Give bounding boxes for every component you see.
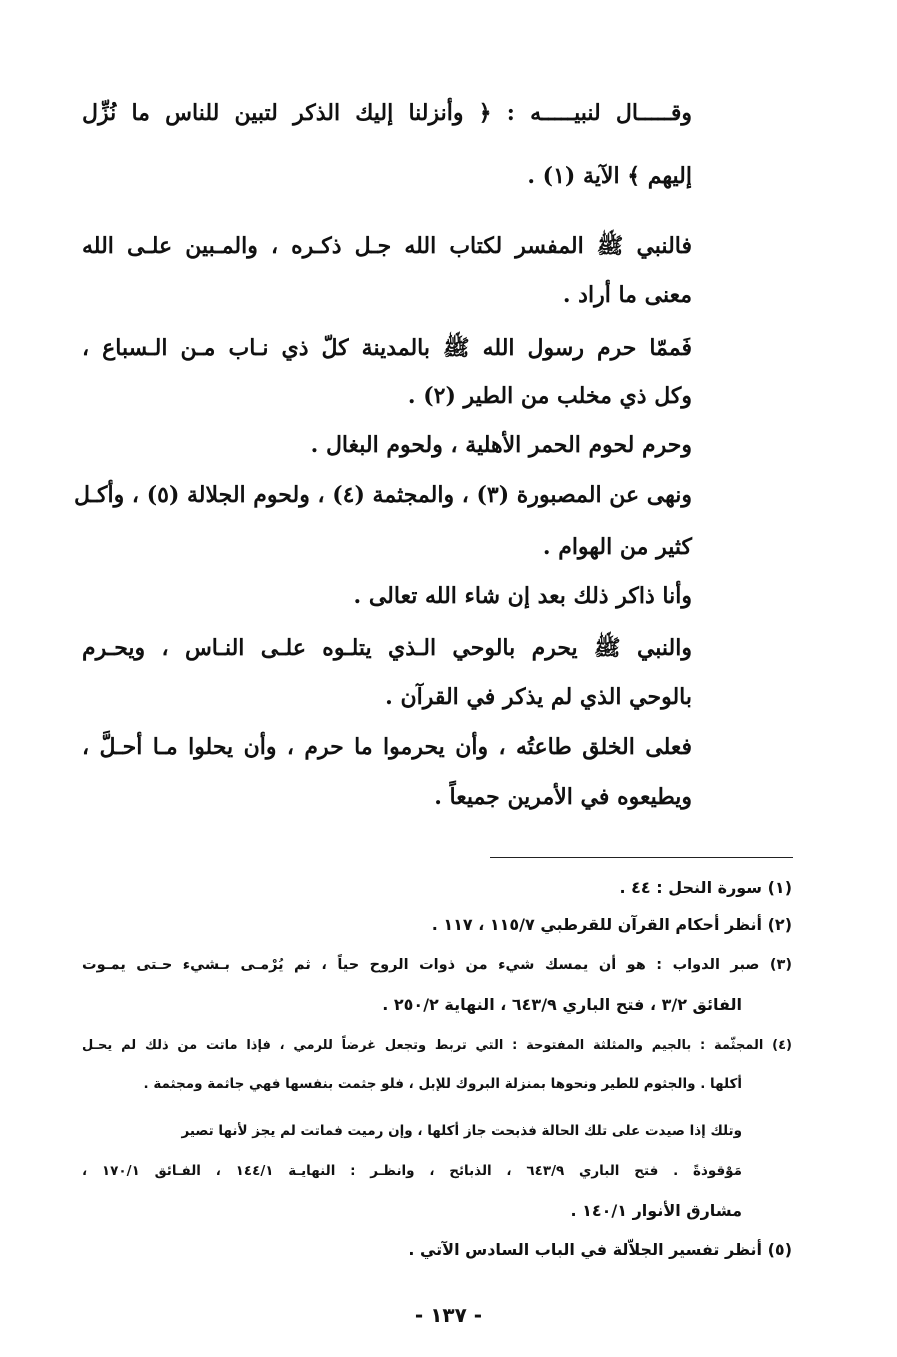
footnote-line: (٢) أنظر أحكام القرآن للقرطبي ١١٥/٧ ، ١١٧ . bbox=[431, 915, 792, 934]
body-line: كثير من الهوام . bbox=[542, 534, 692, 560]
body-line: معنى ما أراد . bbox=[562, 282, 692, 308]
footnote-line: وتلك إذا صيدت على تلك الحالة فذبحت جاز أكلها ، وإن رميت فماتت لم يجز لأنها تصير bbox=[181, 1123, 742, 1139]
page-number: - ١٣٧ - bbox=[414, 1303, 483, 1327]
body-line: إليهم ﴾ الآية (١) . bbox=[527, 163, 692, 189]
body-line: فَممّا حرم رسول الله ﷺ بالمدينة كلّ ذي نـاب مـن الـسباع ، bbox=[82, 335, 692, 361]
footnote-line: (٤) المجثّمة : بالجيم والمثلثة المفتوحة : التي تربط وتجعل غرضاً للرمي ، فإذا ماتت من ذلك لم يحـل bbox=[82, 1038, 792, 1053]
footnote-divider bbox=[490, 857, 793, 858]
footnote-line: (١) سورة النحل : ٤٤ . bbox=[619, 878, 792, 897]
body-line: وكل ذي مخلب من الطير (٢) . bbox=[407, 383, 692, 409]
footnote-line: (٥) أنظر تفسير الجلاّلة في الباب السادس الآتي . bbox=[408, 1240, 792, 1259]
body-line: والنبي ﷺ يحرم بالوحي الـذي يتلـوه علـى النـاس ، ويحـرم bbox=[82, 635, 692, 661]
footnote-line: مشارق الأنوار ١٤٠/١ . bbox=[570, 1201, 742, 1220]
body-line: وحرم لحوم الحمر الأهلية ، ولحوم البغال . bbox=[310, 432, 692, 458]
body-line: وقـــــال لنبيـــــه : ﴿ وأنزلنا إليك الذكر لتبين للناس ما نُزِّل bbox=[82, 100, 692, 126]
footnote-line: مَوْقوذةً . فتح الباري ٦٤٣/٩ ، الذبائح ، وانظـر : النهايـة ١٤٤/١ ، الفـائق ١٧٠/١ ، bbox=[82, 1163, 742, 1179]
body-line: ويطيعوه في الأمرين جميعاً . bbox=[434, 784, 692, 810]
footnote-line: الفائق ٣/٢ ، فتح الباري ٦٤٣/٩ ، النهاية ٢٥٠/٢ . bbox=[382, 995, 742, 1014]
footnote-line: أكلها . والجثوم للطير ونحوها بمنزلة البروك للإبل ، فلو جثمت بنفسها فهي جاثمة ومجثمة . bbox=[143, 1076, 742, 1092]
footnote-line: (٣) صبر الدواب : هو أن يمسك شيء من ذوات الروح حياً ، ثم يُرْمـى بـشيء حـتى يمـوت bbox=[82, 957, 792, 973]
body-line: بالوحي الذي لم يذكر في القرآن . bbox=[385, 684, 692, 710]
body-line: فعلى الخلق طاعتُه ، وأن يحرموا ما حرم ، وأن يحلوا مـا أحـلَّ ، bbox=[82, 734, 692, 760]
body-line: ونهى عن المصبورة (٣) ، والمجثمة (٤) ، ولحوم الجلالة (٥) ، وأكـل bbox=[73, 482, 692, 508]
body-line: وأنا ذاكر ذلك بعد إن شاء الله تعالى . bbox=[353, 583, 692, 609]
body-line: فالنبي ﷺ المفسر لكتاب الله جـل ذكـره ، والمـبين علـى الله bbox=[82, 233, 692, 259]
